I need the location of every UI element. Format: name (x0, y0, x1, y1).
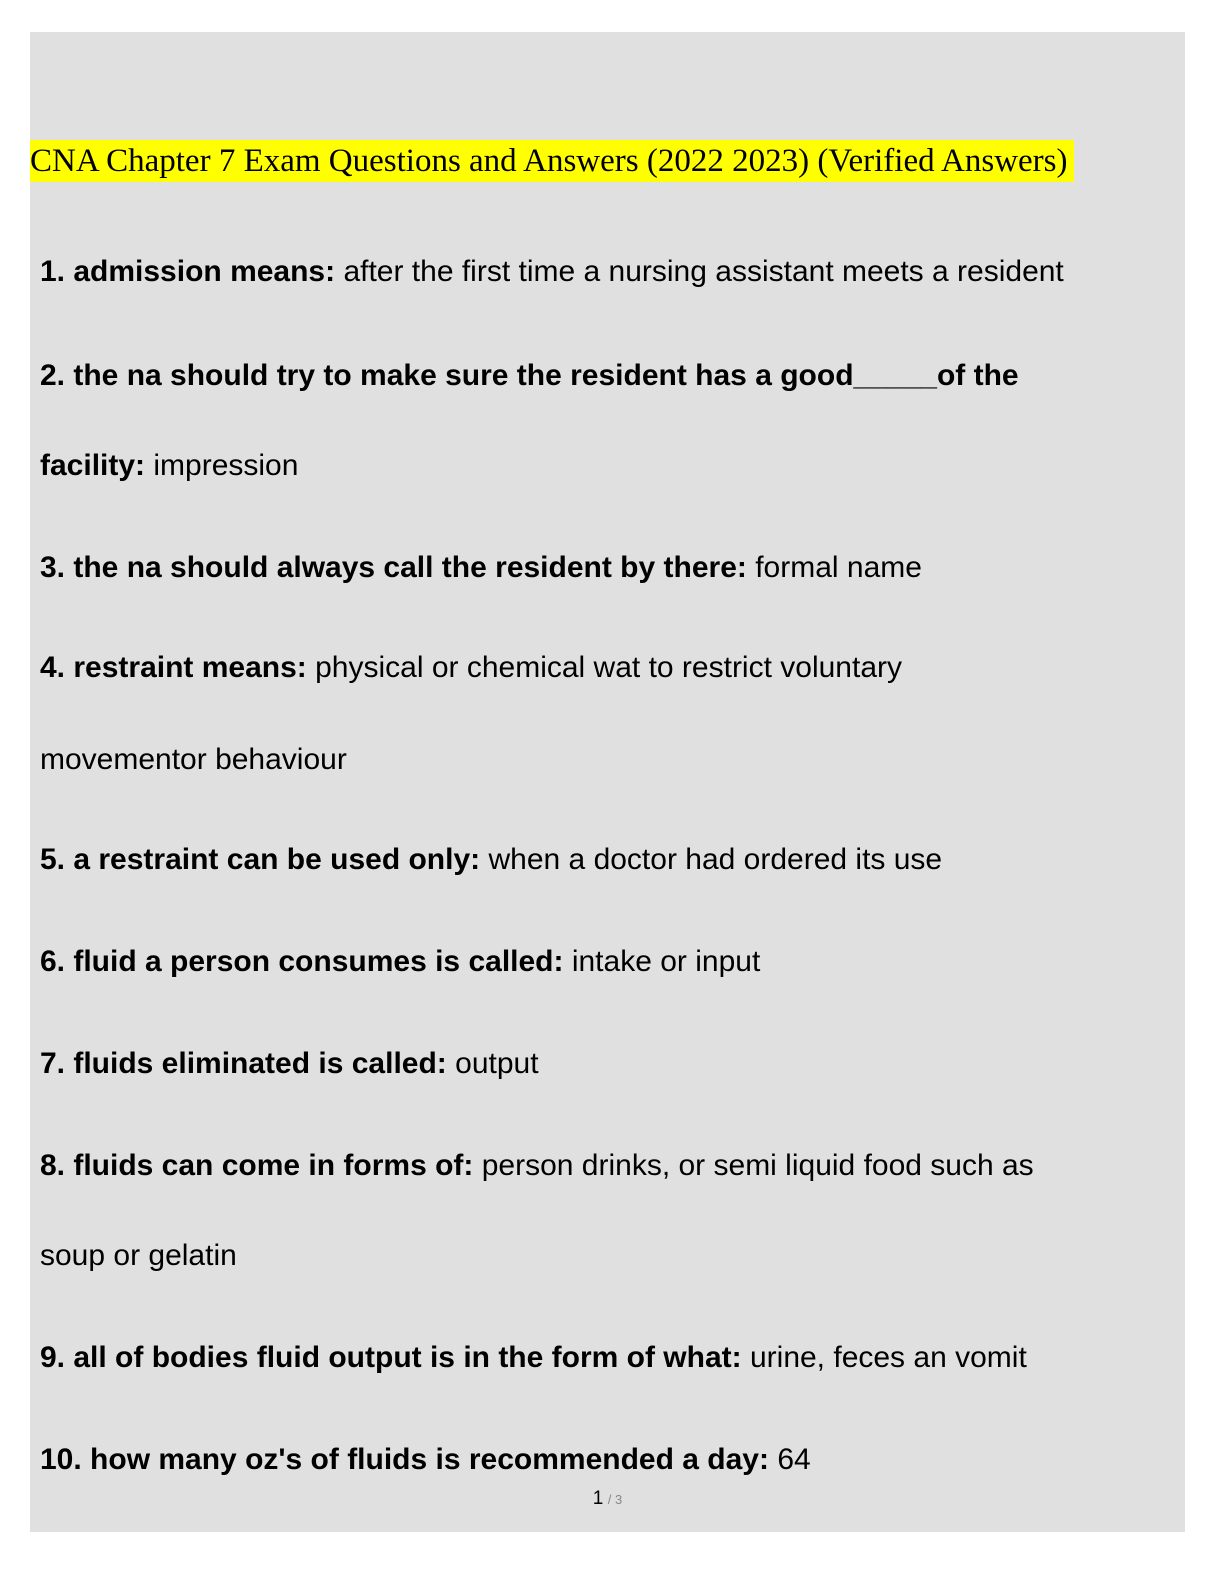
qa-line-7 (40, 1046, 539, 1082)
question-text: 4. restraint means: (40, 651, 307, 684)
qa-line-10 (40, 1442, 811, 1478)
answer-text: urine, feces an vomit (741, 1341, 1027, 1374)
answer-text: physical or chemical wat to restrict voluntary (306, 651, 902, 684)
answer-text: movementor behaviour (40, 743, 347, 776)
question-text: 1. admission means: (40, 255, 336, 288)
answer-text: formal name (746, 551, 922, 584)
answer-text: intake or input (563, 945, 761, 978)
question-text: 10. how many oz's of fluids is recommended a day: (40, 1443, 769, 1476)
answer-text: person drinks, or semi liquid food such as (473, 1149, 1034, 1182)
qa-line-4-continued (40, 742, 347, 778)
page-number (30, 1488, 1185, 1510)
question-text: 2. the na should try to make sure the resident has a good_____of the (40, 359, 1019, 392)
answer-text: after the first time a nursing assistant meets a resident (335, 255, 1064, 288)
question-text: 9. all of bodies fluid output is in the form of what: (40, 1341, 742, 1374)
current-page-number: 1 (592, 1488, 604, 1509)
question-text: 6. fluid a person consumes is called: (40, 945, 564, 978)
answer-text: output (446, 1047, 539, 1080)
qa-line-9 (40, 1340, 1027, 1376)
qa-line-3 (40, 550, 922, 586)
answer-text: impression (145, 449, 299, 482)
qa-line-8 (40, 1148, 1034, 1184)
question-text: 8. fluids can come in forms of: (40, 1149, 474, 1182)
qa-line-2-continued (40, 448, 298, 484)
qa-line-8-continued (40, 1238, 237, 1274)
qa-line-6 (40, 944, 760, 980)
qa-line-2 (40, 358, 1019, 394)
answer-text: soup or gelatin (40, 1239, 237, 1272)
question-text: 3. the na should always call the resident by there: (40, 551, 747, 584)
total-pages: / 3 (607, 1492, 623, 1507)
answer-text: when a doctor had ordered its use (480, 843, 943, 876)
answer-text: 64 (768, 1443, 811, 1476)
qa-line-1 (40, 254, 1064, 290)
document-page (30, 32, 1185, 1532)
qa-line-4 (40, 650, 902, 686)
document-title: CNA Chapter 7 Exam Questions and Answers (2022 2023) (Verified Answers) (30, 140, 1074, 182)
question-text: 5. a restraint can be used only: (40, 843, 481, 876)
qa-line-5 (40, 842, 942, 878)
question-text: 7. fluids eliminated is called: (40, 1047, 447, 1080)
question-text: facility: (40, 449, 146, 482)
